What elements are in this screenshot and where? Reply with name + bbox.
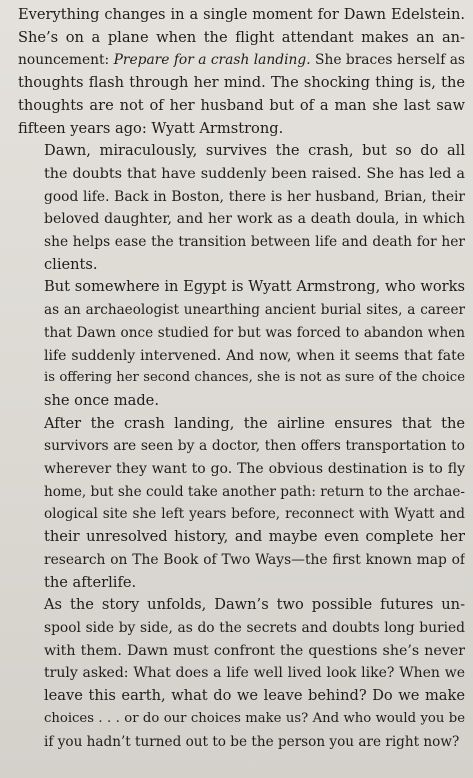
text-line — [18, 572, 465, 595]
text-segment: that Dawn once studied for but was forced to abandon when — [44, 324, 465, 341]
text-line — [18, 640, 465, 663]
text-segment: thoughts flash through her mind. The shocking thing is, the — [18, 74, 465, 92]
text-line — [18, 345, 465, 368]
text-segment: After the crash landing, the airline ensures that the — [44, 414, 465, 432]
paragraph-2 — [18, 140, 465, 276]
text-line — [18, 731, 465, 754]
text-line — [18, 72, 465, 95]
text-segment: Dawn, miraculously, survives the crash, but so do all — [44, 142, 465, 160]
text-segment: fifteen years ago: Wyatt Armstrong. — [18, 119, 284, 137]
text-line — [18, 118, 465, 141]
text-line — [18, 708, 465, 731]
text-line — [18, 208, 465, 231]
text-segment: choices . . . or do our choices make us? And who would you be — [44, 710, 465, 726]
text-segment: thoughts are not of her husband but of a man she last saw — [18, 96, 465, 114]
text-line — [18, 163, 465, 186]
text-line — [18, 4, 465, 27]
text-segment: is offering her second chances, she is not as sure of the choice — [44, 370, 465, 386]
text-segment: their unresolved history, and maybe even complete her — [44, 528, 465, 546]
text-line — [18, 367, 465, 390]
text-segment: But somewhere in Egypt is Wyatt Armstrong, who works — [44, 278, 465, 296]
text-line — [18, 503, 465, 526]
italic-text: Prepare for a crash landing. — [113, 52, 311, 69]
text-line — [18, 254, 465, 277]
text-line — [18, 27, 465, 50]
text-line — [18, 231, 465, 254]
paragraph-4 — [18, 413, 465, 595]
text-segment: as an archaeologist unearthing ancient burial sites, a career — [44, 302, 465, 319]
text-segment: She braces herself as — [310, 52, 465, 69]
paragraph-3 — [18, 276, 465, 412]
text-segment: truly asked: What does a life well lived look like? When we — [44, 665, 465, 682]
paragraph-1 — [18, 4, 465, 140]
text-segment: life suddenly intervened. And now, when it seems that fate — [44, 347, 465, 364]
text-segment: ological site she left years before, reconnect with Wyatt and — [44, 506, 465, 523]
text-segment: clients. — [44, 255, 98, 273]
text-line — [18, 322, 465, 345]
text-line — [18, 435, 465, 458]
text-segment: nouncement: — [18, 52, 114, 69]
text-segment: the doubts that have suddenly been raised. She has led a — [44, 165, 465, 182]
text-segment: spool side by side, as do the secrets and doubts long buried — [44, 619, 465, 636]
text-line — [18, 276, 465, 299]
text-line — [18, 390, 465, 413]
text-segment: She’s on a plane when the flight attendant makes an an- — [18, 28, 465, 46]
text-line — [18, 49, 465, 72]
text-segment: with them. Dawn must confront the questions she’s never — [44, 642, 465, 659]
text-line — [18, 481, 465, 504]
text-segment: As the story unfolds, Dawn’s two possible futures un- — [44, 596, 465, 614]
text-line — [18, 685, 465, 708]
text-segment: she helps ease the transition between life and death for her — [44, 234, 465, 251]
text-line — [18, 526, 465, 549]
text-segment: wherever they want to go. The obvious destination is to fly — [44, 461, 465, 478]
text-segment: if you hadn’t turned out to be the person you are right now? — [44, 733, 460, 750]
text-line — [18, 617, 465, 640]
text-line — [18, 549, 465, 572]
text-segment: leave this earth, what do we leave behind? Do we make — [44, 687, 465, 705]
text-line — [18, 662, 465, 685]
text-segment: she once made. — [44, 391, 159, 409]
text-line — [18, 140, 465, 163]
text-line — [18, 95, 465, 118]
text-segment: beloved daughter, and her work as a death doula, in which — [44, 211, 465, 228]
text-line — [18, 186, 465, 209]
text-line — [18, 594, 465, 617]
text-line — [18, 299, 465, 322]
text-segment: research on The Book of Two Ways—the first known map of — [44, 551, 465, 568]
text-segment: Everything changes in a single moment for Dawn Edelstein. — [18, 6, 465, 23]
paragraph-5 — [18, 594, 465, 753]
text-segment: the afterlife. — [44, 573, 137, 591]
text-segment: home, but she could take another path: return to the archae- — [44, 483, 465, 500]
text-segment: survivors are seen by a doctor, then offers transportation to — [44, 438, 465, 455]
text-segment: good life. Back in Boston, there is her husband, Brian, their — [44, 188, 465, 205]
text-line — [18, 458, 465, 481]
text-line — [18, 413, 465, 436]
